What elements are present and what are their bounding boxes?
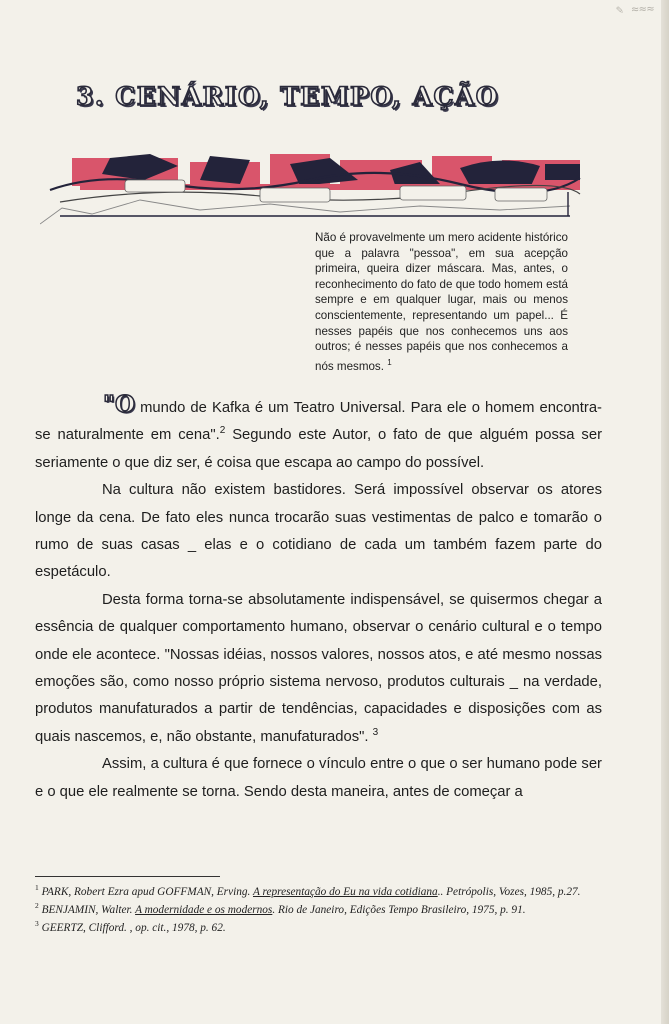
epigraph-text: Não é provavelmente um mero acidente histórico que a palavra "pessoa", em sua acepção primeira, queira dizer máscara. Mas, antes, o reconhecimento do fato de que todo homem está sempre e em qualquer lugar, mais ou menos conscientemente, representando um papel... É nesses papéis que nos conhecemos uns aos outros; é nesses papéis que nos conhecemos a nós mesmos. <box>315 231 568 373</box>
footnote-1-num: 1 <box>35 883 39 892</box>
footnotes <box>35 881 610 935</box>
paragraph-1-part-b: Segundo este Autor, o fato de que alguém possa ser seriamente o que diz ser, é coisa que escapa ao campo do possível. <box>35 427 602 471</box>
chapter-banner-illustration <box>40 150 585 226</box>
chapter-title: 3. CENÁRIO, TEMPO, AÇÃO <box>76 82 500 111</box>
page-edge <box>661 0 669 1024</box>
dropcap: "O <box>103 391 136 418</box>
footnote-2-details: . Rio de Janeiro, Edições Tempo Brasileiro, 1975, p. 91. <box>272 903 526 916</box>
footnote-2-title: A modernidade e os modernos <box>135 903 273 916</box>
footnote-1 <box>35 881 610 899</box>
body-text <box>35 391 602 806</box>
footnote-1-author: PARK, Robert Ezra apud GOFFMAN, Erving. <box>41 885 251 898</box>
pencil-marks: ✎ ≈≈≈ <box>616 1 656 17</box>
paragraph-1 <box>35 391 602 477</box>
footnote-2-author: BENJAMIN, Walter. <box>41 903 133 916</box>
footnote-2 <box>35 899 610 917</box>
footnote-3-num: 3 <box>35 918 39 928</box>
note-ref-2: 2 <box>219 425 226 437</box>
paragraph-2: Na cultura não existem bastidores. Será impossível observar os atores longe da cena. De fato eles nunca trocarão suas vestimentas de palco e tomarão o rumo de suas casas _ elas e o cotidiano de cada um também fazem parte do espetáculo. <box>35 482 602 581</box>
footnote-divider <box>35 876 220 877</box>
epigraph-note-ref: 1 <box>387 357 392 367</box>
footnote-2-num: 2 <box>35 900 39 910</box>
paragraph-3-text: Desta forma torna-se absolutamente indispensável, se quisermos chegar a essência de qualquer comportamento humano, observar o cenário cultural e o tempo onde ele acontece. "Nossas idéias, nossos valores, nossos atos, e até mesmo nossas emoções são, como nosso próprio sistema nervoso, produtos culturais _ na verdade, produtos manufaturados a partir de tendências, capacidades e disposições com as quais nascemos, e, não obstante, manufaturados". <box>35 591 602 745</box>
paragraph-1-part-a: mundo de Kafka é um Teatro Universal. Para ele o homem encontra-se naturalmente em cena". <box>35 400 602 444</box>
paragraph-3 <box>35 587 602 751</box>
footnote-1-title: A representação do Eu na vida cotidiana <box>252 885 438 898</box>
epigraph-quote <box>315 230 568 374</box>
note-ref-3: 3 <box>372 726 379 738</box>
footnote-3 <box>35 917 610 935</box>
footnote-1-details: .. Petrópolis, Vozes, 1985, p.27. <box>437 885 581 898</box>
paragraph-4: Assim, a cultura é que fornece o vínculo entre o que o ser humano pode ser e o que ele realmente se torna. Sendo desta maneira, antes de começar a <box>35 756 602 800</box>
footnote-3-author: GEERTZ, Clifford. , op. cit., 1978, p. 62. <box>41 921 226 934</box>
